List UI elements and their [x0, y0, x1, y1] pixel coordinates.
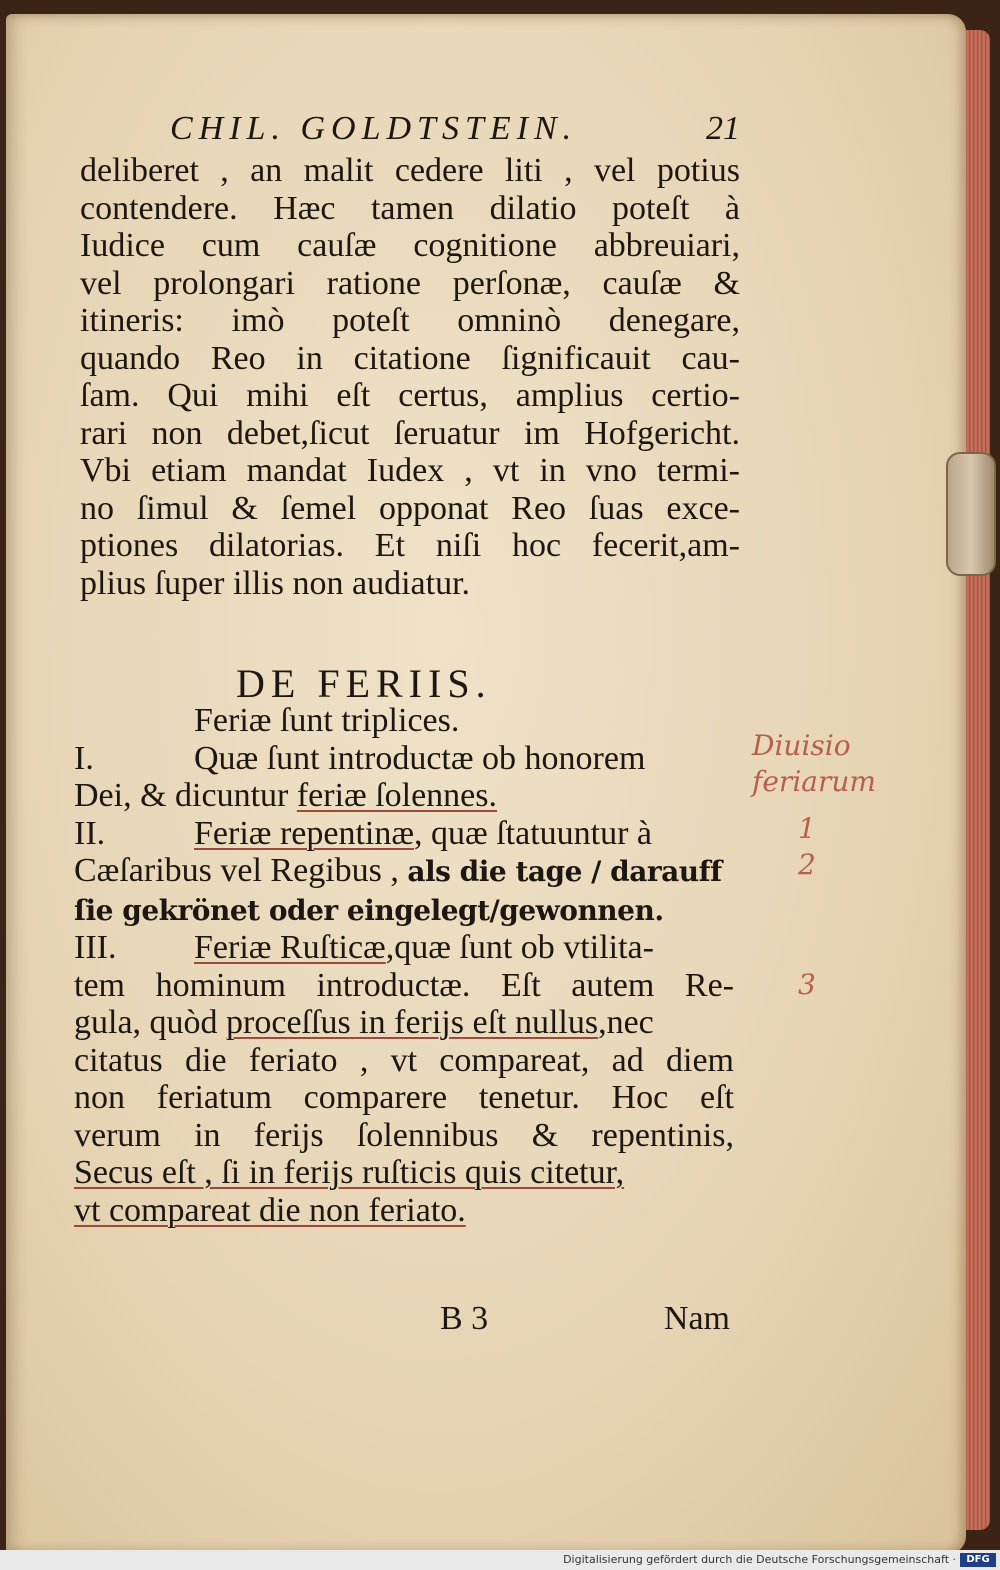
- underlined-text: Secus eſt , ſi in ferijs ruſticis quis citetur,: [74, 1154, 625, 1191]
- signature-mark: B 3: [440, 1300, 489, 1337]
- list-intro: Feriæ ſunt triplices.: [194, 702, 460, 739]
- dfg-logo: DFG: [960, 1553, 996, 1567]
- item-continuation: [74, 852, 734, 891]
- body-line: ptiones dilatorias. Et niſi hoc fecerit,am-: [80, 527, 740, 564]
- footer-credit: Digitalisierung gefördert durch die Deutsche Forschungsgemeinschaft ·: [563, 1553, 956, 1566]
- item-numeral: III.: [74, 929, 117, 966]
- list-item-3: [74, 929, 734, 967]
- catchword: Nam: [663, 1300, 730, 1337]
- underlined-text: feriæ ſolennes.: [296, 777, 498, 814]
- marginal-note: Diuisio feriarum: [752, 729, 876, 798]
- body-line: quando Reo in citatione ſignificauit cau-: [80, 339, 740, 377]
- running-title: CHIL. GOLDTSTEIN.: [170, 110, 578, 147]
- item-numeral: II.: [74, 814, 106, 852]
- body-line: no ſimul & ſemel opponat Reo ſuas exce-: [80, 489, 740, 527]
- list-item-1: [74, 740, 734, 778]
- item-text: Dei, & dicuntur: [74, 777, 297, 814]
- marginal-number-3: 3: [798, 968, 816, 1001]
- body-line: plius ſuper illis non audiatur.: [80, 564, 471, 602]
- section-title: DE FERIIS.: [236, 661, 492, 706]
- body-line: itineris: imò poteſt omninò denegare,: [80, 302, 740, 339]
- body-line: Vbi etiam mandat Iudex , vt in vno termi-: [80, 452, 740, 489]
- german-text: als die tage / darauff: [407, 855, 722, 888]
- item-text: ,nec: [598, 1004, 654, 1041]
- item-continuation: citatus die feriato , vt compareat, ad diem: [74, 1041, 734, 1079]
- item-continuation: non feriatum comparere tenetur. Hoc eſt: [74, 1079, 734, 1116]
- item-text: ,quæ ſunt ob vtilita-: [385, 929, 654, 966]
- digitization-footer: [0, 1550, 1000, 1570]
- underlined-text: vt compareat die non feriato.: [74, 1191, 466, 1229]
- underlined-text: Feriæ Ruſticæ: [194, 929, 386, 966]
- item-continuation: [74, 1004, 734, 1042]
- item-continuation: tem hominum introductæ. Eſt autem Re-: [74, 966, 734, 1004]
- body-line: vel prolongari ratione perſonæ, cauſæ &: [80, 264, 740, 302]
- item-text: Cæſaribus vel Regibus ,: [74, 852, 399, 889]
- item-continuation: verum in ferijs ſolennibus & repentinis,: [74, 1116, 734, 1154]
- body-line: ſam. Qui mihi eſt certus, amplius certio-: [80, 377, 740, 414]
- item-text: , quæ ſtatuuntur à: [414, 814, 652, 852]
- page-edges: [966, 30, 990, 1530]
- page-number: 21: [706, 110, 740, 147]
- underlined-text: proceſſus in ferijs eſt nullus: [226, 1004, 599, 1041]
- item-text: Quæ ſunt introductæ ob honorem: [194, 739, 646, 777]
- marginal-number-1: 1: [798, 812, 816, 845]
- item-continuation: [74, 891, 734, 930]
- underlined-text: Feriæ repentinæ: [194, 814, 415, 852]
- body-line: Iudice cum cauſæ cognitione abbreuiari,: [80, 227, 740, 264]
- item-text: gula, quòd: [74, 1004, 227, 1041]
- item-numeral: I.: [74, 739, 94, 777]
- book-clasp: [946, 452, 996, 576]
- feriae-list: [74, 702, 734, 1229]
- body-line: rari non debet,ſicut ſeruatur im Hofgericht.: [80, 414, 740, 452]
- body-line: deliberet , an malit cedere liti , vel potius: [80, 152, 740, 189]
- body-line: contendere. Hæc tamen dilatio poteſt à: [80, 189, 740, 227]
- list-item-2: [74, 815, 734, 853]
- body-paragraph: [80, 152, 740, 602]
- marginal-number-2: 2: [798, 848, 816, 881]
- german-text: ſie gekrönet oder eingelegt/gewonnen.: [74, 893, 664, 927]
- item-continuation: [74, 777, 734, 815]
